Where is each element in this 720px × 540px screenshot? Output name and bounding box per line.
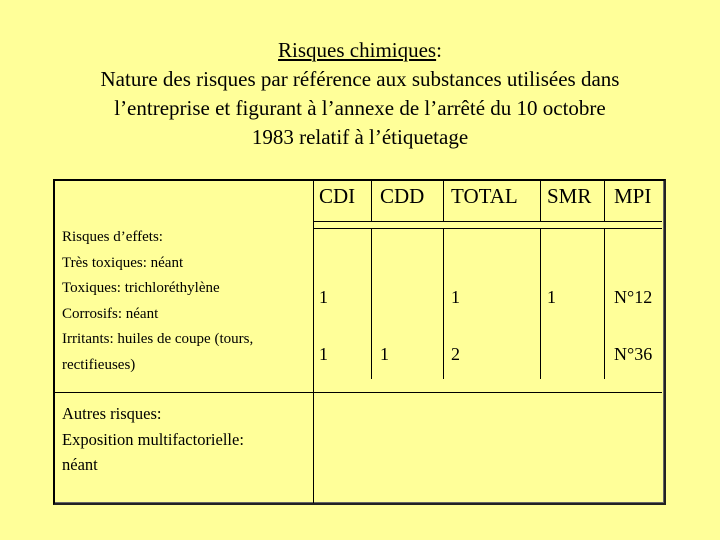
- cell-cdd: 1: [380, 344, 389, 364]
- title-heading-suffix: :: [436, 38, 442, 62]
- grid-line: [443, 229, 444, 379]
- grid-line: [443, 181, 444, 221]
- grid-line: [55, 392, 662, 393]
- label-line: Autres risques:: [62, 404, 162, 423]
- title-line-3: 1983 relatif à l’étiquetage: [251, 125, 469, 149]
- label-line: Toxiques: trichloréthylène: [62, 280, 220, 296]
- grid-line: [313, 221, 662, 222]
- cell-total: 1: [451, 287, 460, 307]
- grid-line: [371, 229, 372, 379]
- label-line: rectifieuses): [62, 356, 136, 373]
- row-label-autres-risques: [62, 401, 244, 478]
- label-line: Exposition multifactorielle:: [62, 429, 244, 449]
- cell-total: 2: [451, 344, 460, 364]
- column-header-cdd: CDD: [380, 184, 425, 208]
- cell-mpi: N°36: [614, 344, 653, 364]
- label-line: néant: [62, 455, 98, 474]
- title-line-heading: [0, 36, 720, 65]
- slide-title: [0, 36, 720, 152]
- label-line: Très toxiques: néant: [62, 254, 184, 271]
- title-line-2: l’entreprise et figurant à l’annexe de l’arrêté du 10 octobre: [114, 96, 606, 120]
- title-heading: Risques chimiques: [278, 38, 437, 62]
- cell-smr: 1: [547, 287, 556, 307]
- cell-mpi: N°12: [614, 287, 653, 307]
- label-line: Corrosifs: néant: [62, 305, 159, 322]
- grid-line: [371, 181, 372, 221]
- column-header-mpi: MPI: [614, 184, 652, 208]
- column-header-total: TOTAL: [451, 184, 518, 208]
- title-line-1: Nature des risques par référence aux substances utilisées dans: [100, 67, 620, 91]
- grid-line: [313, 228, 662, 229]
- row-label-risques-effets: [62, 225, 253, 378]
- grid-line: [604, 181, 605, 221]
- column-header-smr: SMR: [547, 184, 592, 208]
- grid-line: [540, 181, 541, 221]
- grid-line: [540, 229, 541, 379]
- cell-cdi: 1: [319, 344, 328, 364]
- label-line: Risques d’effets:: [62, 229, 163, 245]
- grid-line: [604, 229, 605, 379]
- label-line: Irritants: huiles de coupe (tours,: [62, 331, 254, 347]
- cell-cdi: 1: [319, 287, 328, 307]
- column-header-cdi: CDI: [319, 184, 356, 208]
